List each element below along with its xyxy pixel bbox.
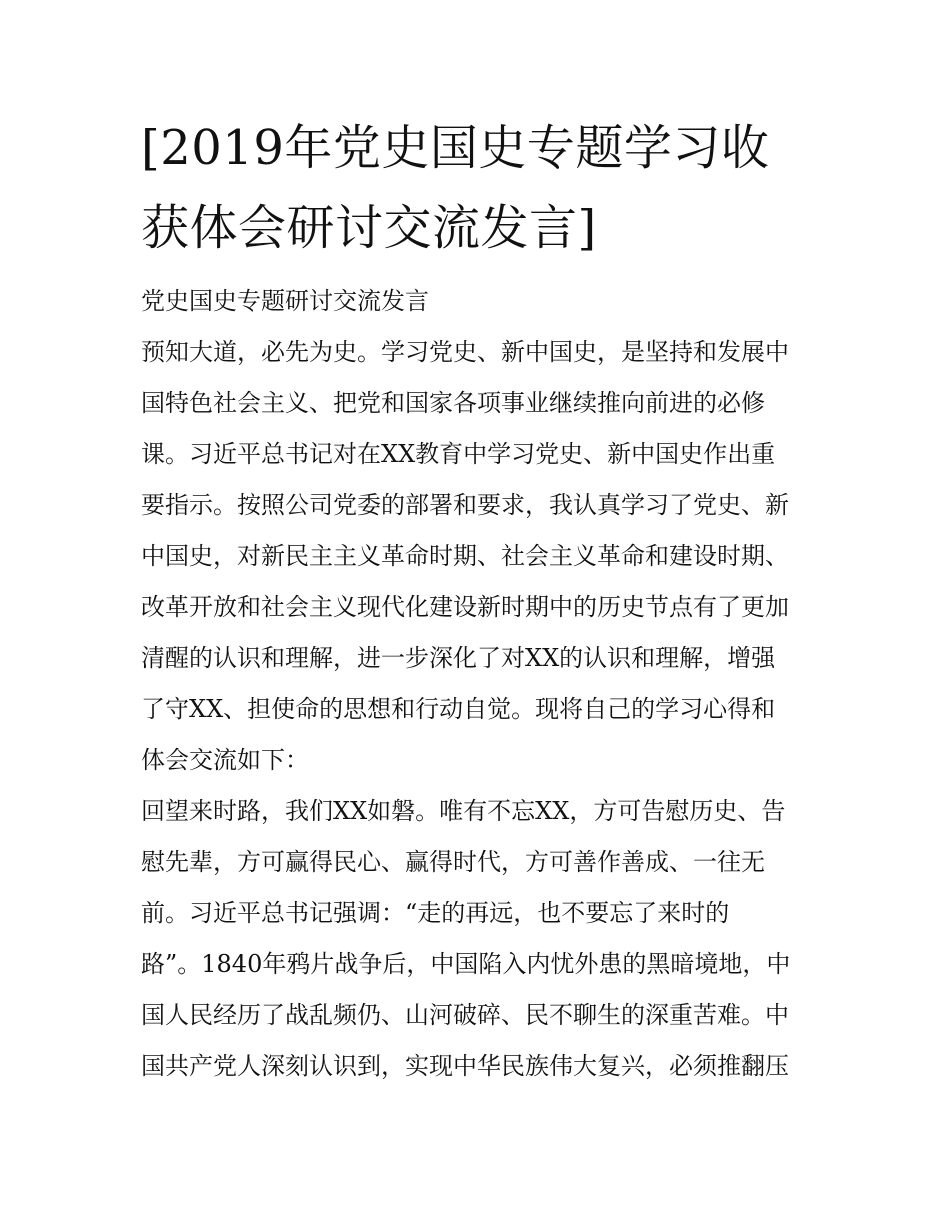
body-line-3: 课。习近平总书记对在XX教育中学习党史、新中国史作出重 (141, 440, 776, 468)
body-line-12: 前。习近平总书记强调：“走的再远，也不要忘了来时的 (141, 899, 730, 927)
body-line-6: 改革开放和社会主义现代化建设新时期中的历史节点有了更加 (141, 593, 789, 621)
body-line-15: 国共产党人深刻认识到，实现中华民族伟大复兴，必须推翻压 (141, 1052, 789, 1080)
body-line-2: 国特色社会主义、把党和国家各项事业继续推向前进的必修 (141, 389, 765, 417)
body-line-1: 预知大道，必先为史。学习党史、新中国史，是坚持和发展中 (141, 338, 789, 366)
body-line-4: 要指示。按照公司党委的部署和要求，我认真学习了党史、新 (141, 491, 789, 519)
subtitle-line: 党史国史专题研讨交流发言 (141, 287, 429, 315)
title-line-2: 获体会研讨交流发言] (141, 200, 597, 256)
body-line-8: 了守XX、担使命的思想和行动自觉。现将自己的学习心得和 (141, 695, 776, 723)
title-line-1: [2019年党史国史专题学习收 (141, 120, 770, 176)
body-line-14: 国人民经历了战乱频仍、山河破碎、民不聊生的深重苦难。中 (141, 1001, 789, 1029)
body-line-5: 中国史，对新民主主义革命时期、社会主义革命和建设时期、 (141, 542, 789, 570)
body-line-13: 路”。1840年鸦片战争后，中国陷入内忧外患的黑暗境地，中 (141, 950, 791, 978)
document-body (141, 276, 821, 1092)
body-line-10: 回望来时路，我们XX如磐。唯有不忘XX，方可告慰历史、告 (141, 797, 786, 825)
body-line-7: 清醒的认识和理解，进一步深化了对XX的认识和理解，增强 (141, 644, 776, 672)
document-title (141, 108, 831, 268)
body-line-9: 体会交流如下： (141, 746, 309, 774)
body-line-11: 慰先辈，方可赢得民心、赢得时代，方可善作善成、一往无 (141, 848, 765, 876)
